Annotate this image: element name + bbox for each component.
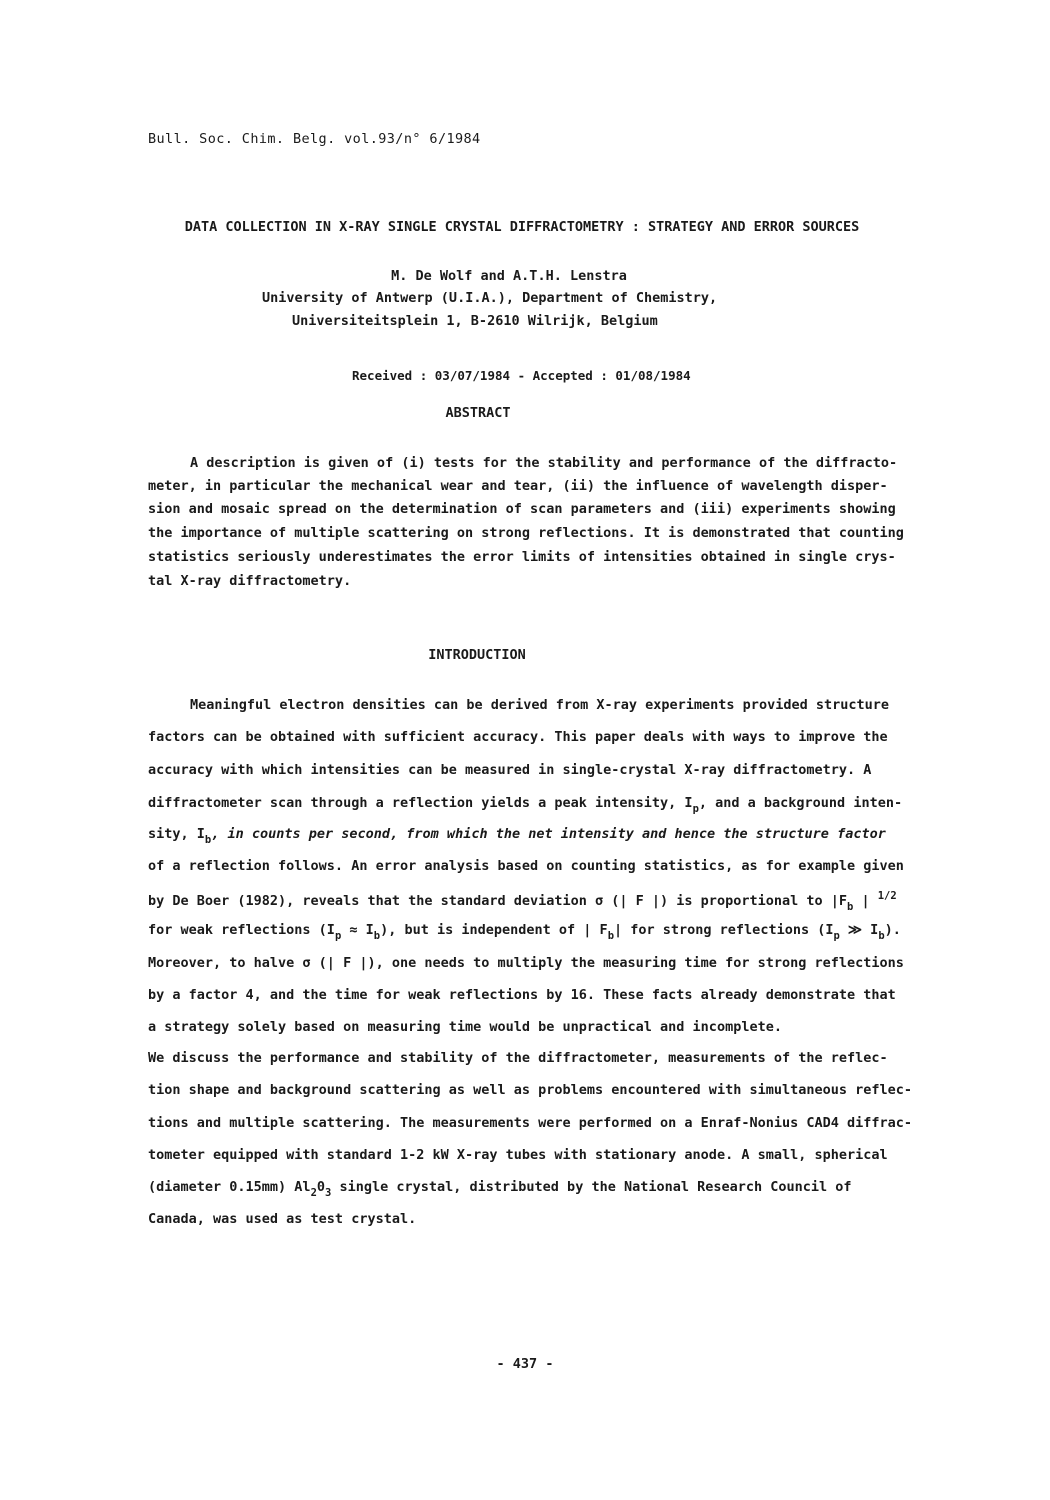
page-number: - 437 - [496,1356,554,1372]
intro-line: for weak reflections $(I_p \approx I_b)$, but is independent of | $F_b|$ for strong reflections ($I_p$ ≫ $I_b$). [148,922,901,942]
intro-line: of a reflection follows. An error analysis based on counting statistics, as for example given [148,858,904,874]
intro-line: We discuss the performance and stability of the diffractometer, measurements of the reflec- [148,1050,888,1066]
intro-line: Canada, was used as test crystal. [148,1211,417,1227]
journal-citation: Bull. Soc. Chim. Belg. vol.93/n° 6/1984 [148,131,481,147]
affiliation-line-1: University of Antwerp (U.I.A.), Department of Chemistry, [262,290,718,306]
abstract-line: A description is given of (i) tests for the stability and performance of the diffracto- [190,455,898,471]
intro-line: tions and multiple scattering. The measurements were performed on a Enraf-Nonius CAD4 diffrac- [148,1115,913,1131]
intro-line: diffractometer scan through a reflection yields a peak intensity, $I_p$, and a background inten- [148,795,903,815]
received-accepted-dates: Received : 03/07/1984 - Accepted : 01/08/1984 [352,368,691,383]
affiliation-line-2: Universiteitsplein 1, B-2610 Wilrijk, Belgium [292,313,658,329]
intro-line: Moreover, to halve σ (| F |), one needs to multiply the measuring time for strong reflections [148,955,904,971]
intro-line: by a factor 4, and the time for weak reflections by 16. These facts already demonstrate that [148,987,896,1003]
intro-line: a strategy solely based on measuring time would be unpractical and incomplete. [148,1019,782,1035]
abstract-line: statistics seriously underestimates the error limits of intensities obtained in single crys- [148,549,896,565]
intro-line: factors can be obtained with sufficient accuracy. This paper deals with ways to improve the [148,729,888,745]
intro-line: tion shape and background scattering as well as problems encountered with simultaneous reflec- [148,1082,913,1098]
introduction-heading: INTRODUCTION [428,647,526,663]
intro-line: accuracy with which intensities can be measured in single-crystal X-ray diffractometry. A [148,762,872,778]
abstract-line: the importance of multiple scattering on strong reflections. It is demonstrated that counting [148,525,904,541]
abstract-line: meter, in particular the mechanical wear and tear, (ii) the influence of wavelength disper- [148,478,888,494]
intro-line: (diameter 0.15mm) $Al_20_3$ single crystal, distributed by the National Research Council of [148,1179,852,1199]
intro-line: tometer equipped with standard 1-2 kW X-ray tubes with stationary anode. A small, spherical [148,1147,888,1163]
abstract-heading: ABSTRACT [445,405,511,421]
intro-line: Meaningful electron densities can be derived from X-ray experiments provided structure [190,697,889,713]
abstract-line: tal X-ray diffractometry. [148,573,352,589]
authors: M. De Wolf and A.T.H. Lenstra [391,268,627,284]
abstract-line: sion and mosaic spread on the determination of scan parameters and (iii) experiments showing [148,501,896,517]
paper-title: DATA COLLECTION IN X-RAY SINGLE CRYSTAL DIFFRACTOMETRY : STRATEGY AND ERROR SOURCES [184,219,860,235]
intro-line: sity, $I_b$, in counts per second, from which the net intensity and hence the structure factor [148,826,886,846]
intro-line: by De Boer (1982), reveals that the standard deviation σ (| F |) is proportional to $|F_b$ | $^{1/2}$ [148,890,897,913]
